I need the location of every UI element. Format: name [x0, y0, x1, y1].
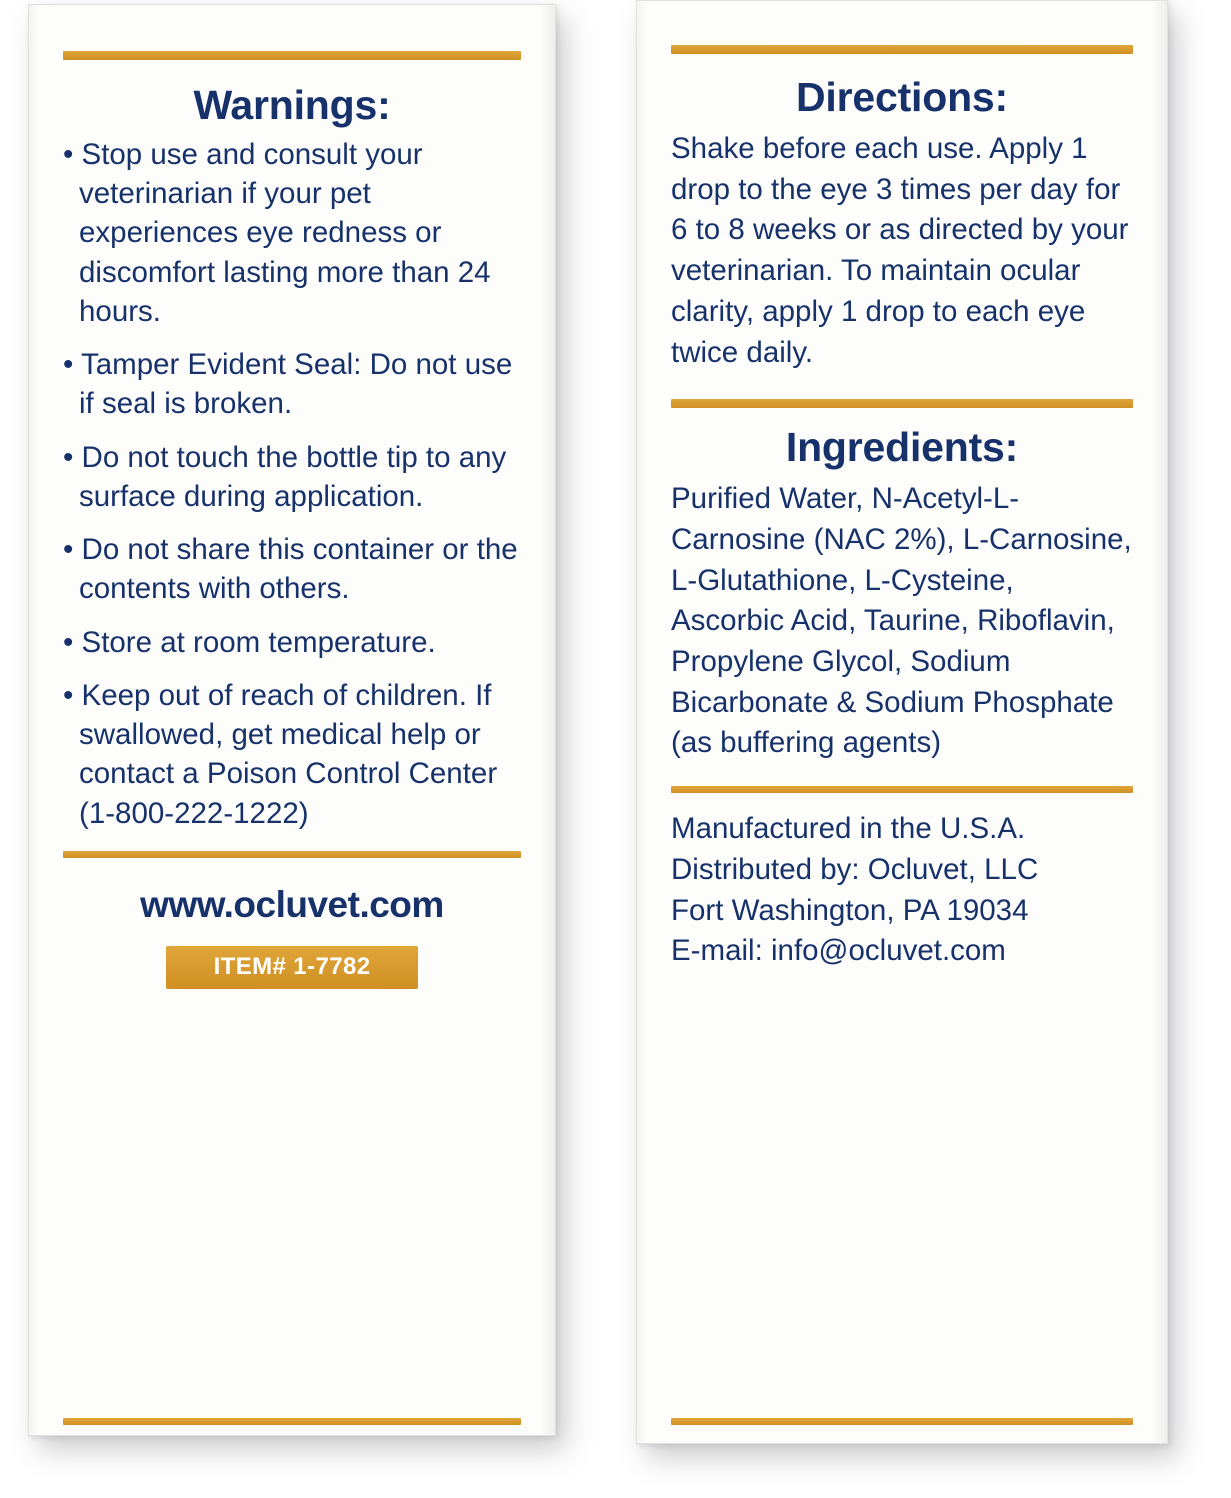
carton-panel-directions	[636, 0, 1168, 1444]
gold-divider-bottom	[671, 1418, 1133, 1425]
list-item: • Keep out of reach of children. If swallowed, get medical help or contact a Poison Control Center (1-800-222-1222)	[63, 678, 498, 830]
warnings-heading: Warnings:	[193, 82, 391, 128]
website-url[interactable]: www.ocluvet.com	[140, 883, 444, 925]
email-line[interactable]: E-mail: info@ocluvet.com	[671, 934, 1006, 968]
list-item: • Do not touch the bottle tip to any surface during application.	[63, 440, 507, 513]
directions-text: Shake before each use. Apply 1 drop to the eye 3 times per day for 6 to 8 weeks or as directed by your veterinarian. To maintain ocular clarity, apply 1 drop to each eye twice daily.	[671, 132, 1129, 369]
gold-divider-middle	[671, 399, 1133, 408]
distributor-line: Distributed by: Ocluvet, LLC	[671, 852, 1039, 886]
warnings-list	[63, 135, 521, 833]
list-item: • Tamper Evident Seal: Do not use if seal is broken.	[63, 348, 513, 421]
gold-divider-top	[671, 45, 1133, 54]
gold-divider-footer	[63, 851, 521, 858]
ingredients-text: Purified Water, N-Acetyl-L-Carnosine (NAC 2%), L-Carnosine, L-Glutathione, L-Cysteine, Ascorbic Acid, Taurine, Riboflavin, Propylene Glycol, Sodium Bicarbonate & Sodium Phosphate (as buffering agents)	[671, 482, 1132, 760]
list-item: • Stop use and consult your veterinarian if your pet experiences eye redness or discomfort lasting more than 24 hours.	[63, 138, 491, 328]
gold-divider-bottom	[63, 1418, 521, 1425]
carton-panel-warnings	[28, 4, 556, 1436]
list-item: • Store at room temperature.	[63, 625, 436, 659]
list-item: • Do not share this container or the contents with others.	[63, 533, 518, 606]
status-badge: ITEM# 1-7782	[166, 946, 418, 989]
manufactured-line: Manufactured in the U.S.A.	[671, 812, 1026, 846]
gold-divider-top	[63, 51, 521, 60]
directions-heading: Directions:	[796, 74, 1008, 120]
company-info	[671, 809, 1133, 972]
gold-divider-company	[671, 786, 1133, 793]
address-line: Fort Washington, PA 19034	[671, 893, 1029, 927]
ingredients-heading: Ingredients:	[785, 424, 1019, 471]
